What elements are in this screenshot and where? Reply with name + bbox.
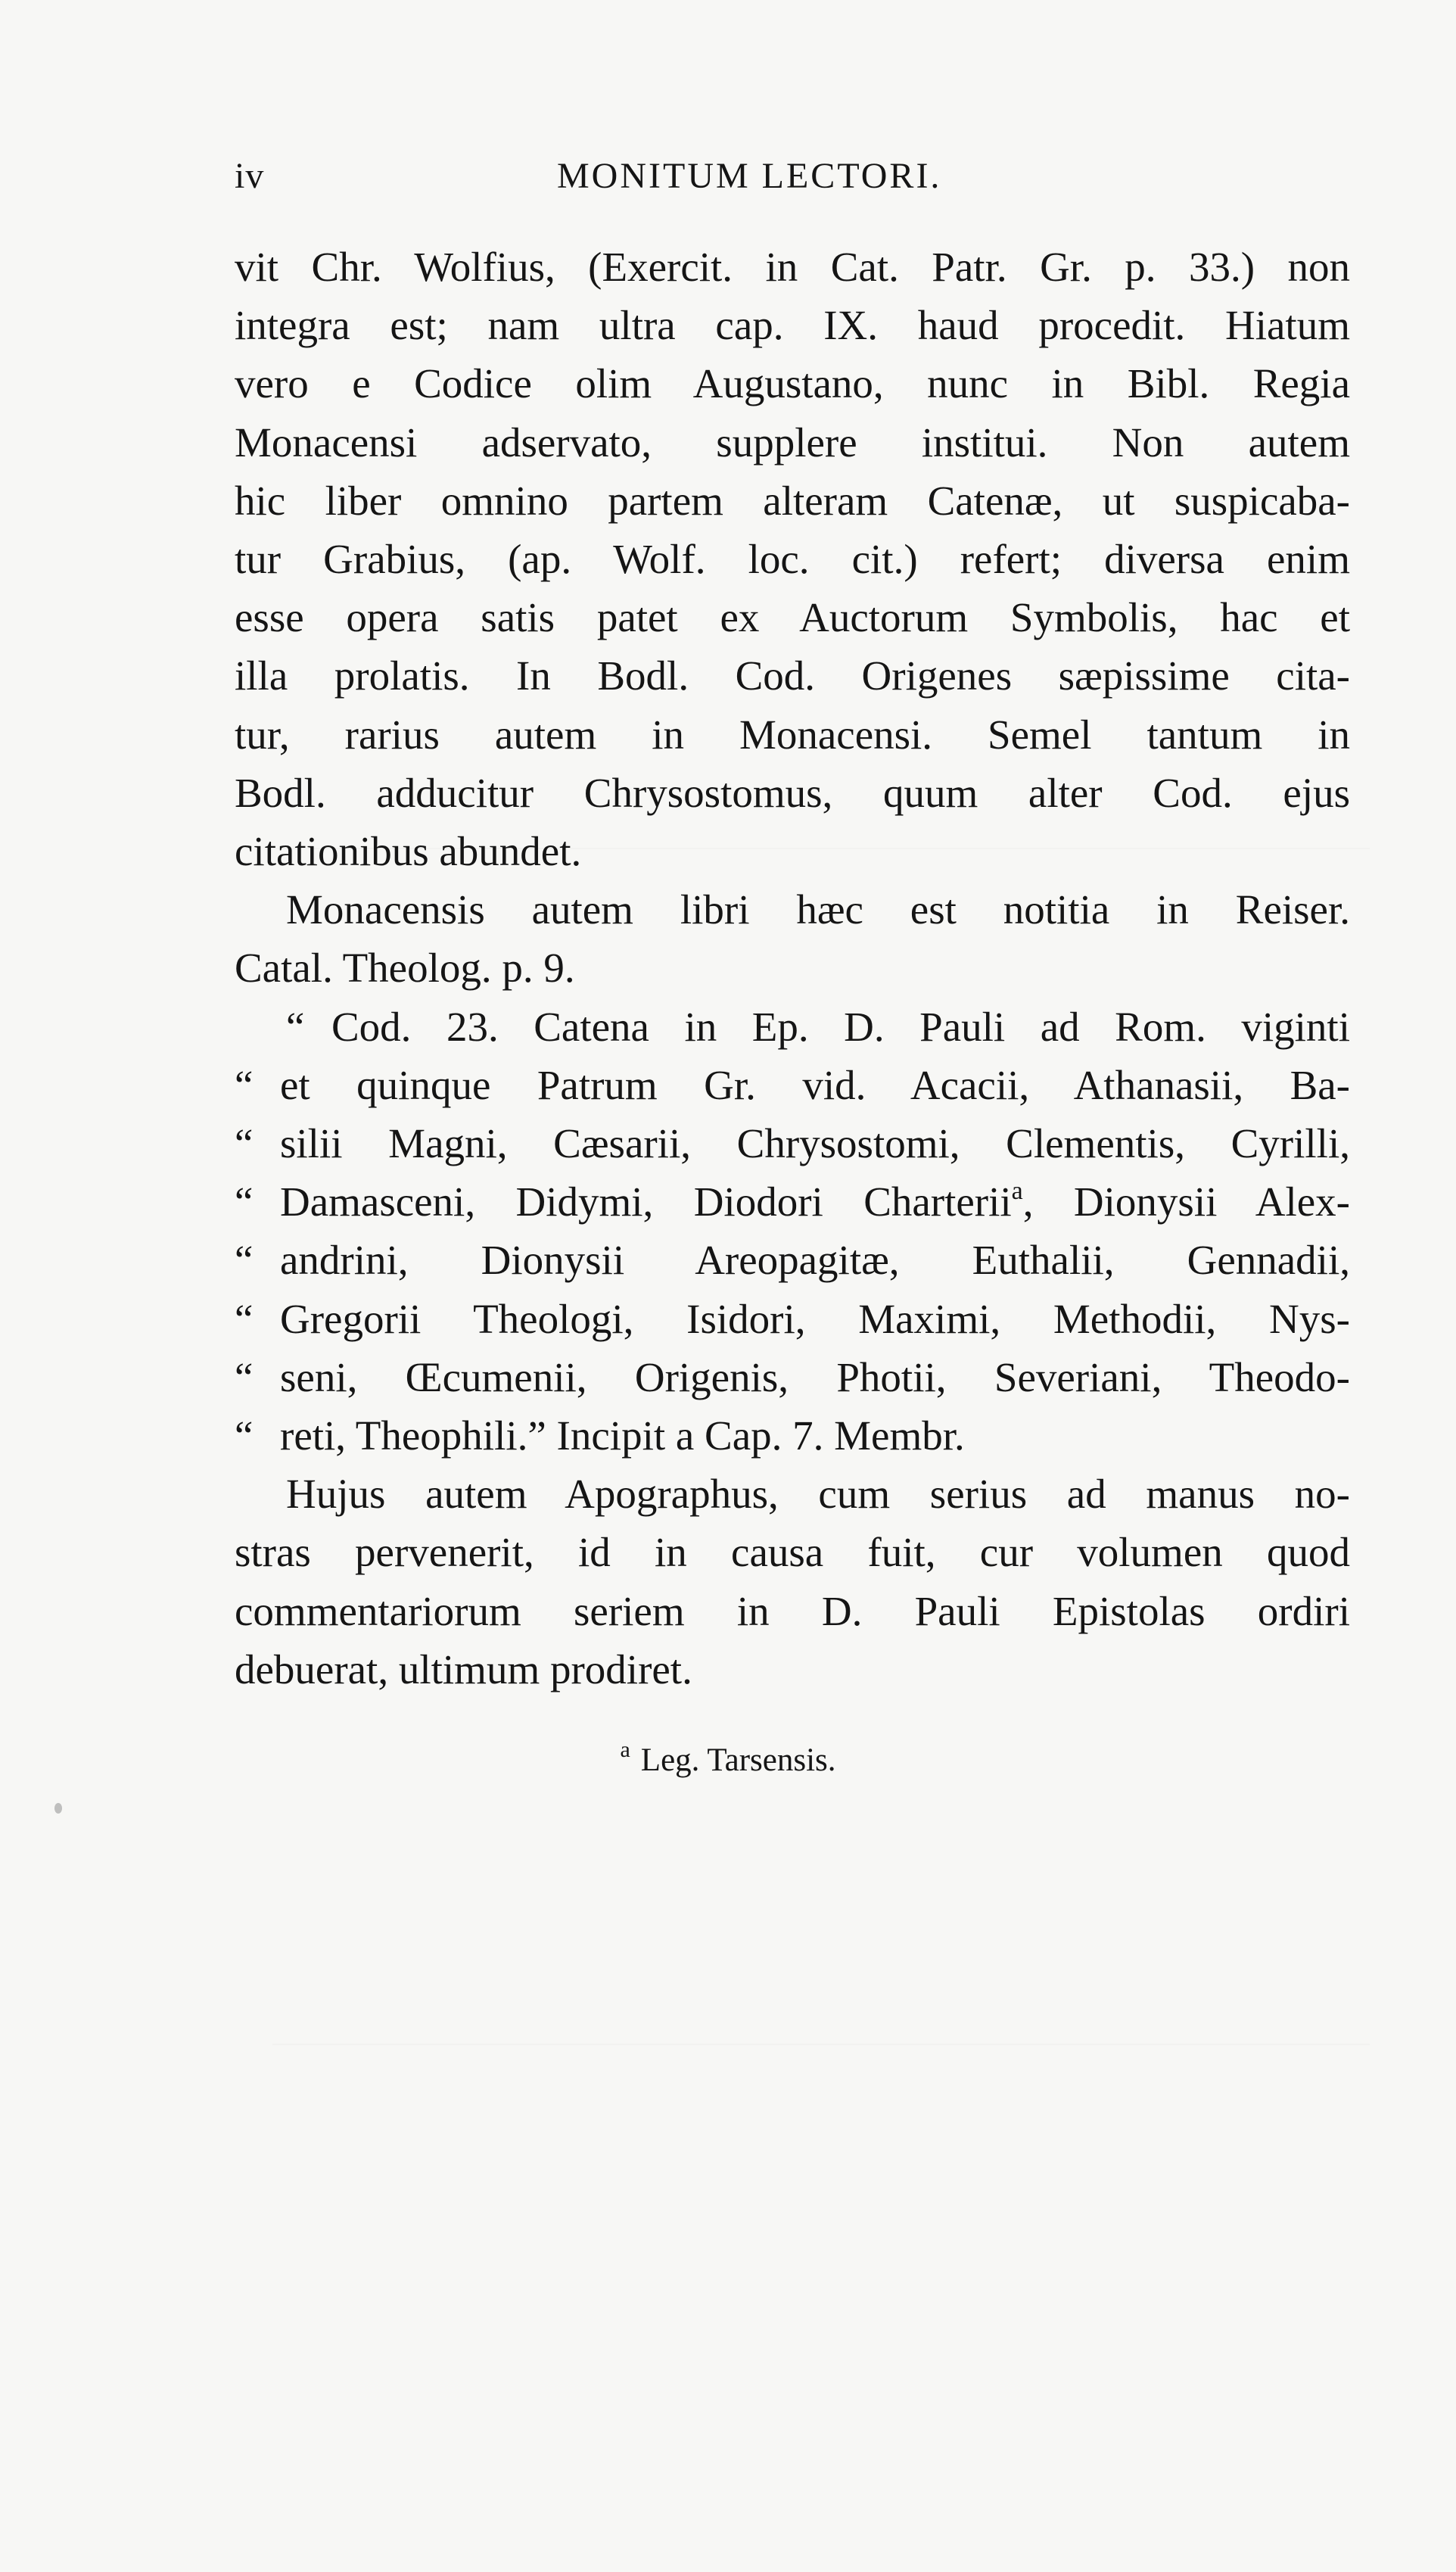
quoted-text: silii Magni, Cæsarii, Chrysostomi, Clementis, Cyrilli, xyxy=(280,1120,1350,1167)
text-line: vit Chr. Wolfius, (Exercit. in Cat. Patr. Gr. p. 33.) non xyxy=(235,244,1350,290)
running-title: MONITUM LECTORI. xyxy=(557,156,942,196)
footnote-text: Leg. Tarsensis. xyxy=(640,1742,836,1778)
quoted-line xyxy=(235,1114,1350,1172)
quoted-line xyxy=(235,1172,1350,1231)
quote-mark: “ xyxy=(235,1237,254,1284)
quote-mark: “ xyxy=(235,1295,254,1342)
text-line: debuerat, ultimum prodiret. xyxy=(235,1646,692,1692)
text-line: hic liber omnino partem alteram Catenæ, ut suspicaba- xyxy=(235,477,1350,524)
text-line: tur Grabius, (ap. Wolf. loc. cit.) refert; diversa enim xyxy=(235,536,1350,583)
quoted-text: Cod. 23. Catena in Ep. D. Pauli ad Rom. viginti xyxy=(331,1003,1350,1050)
quoted-text: Damasceni, Didymi, Diodori Charterii xyxy=(280,1179,1012,1225)
quoted-line xyxy=(235,1056,1350,1114)
quoted-line xyxy=(235,1231,1350,1289)
footnote-reference[interactable]: a xyxy=(1011,1177,1023,1206)
quoted-text: Gregorii Theologi, Isidori, Maximi, Methodii, Nys- xyxy=(280,1295,1350,1342)
text-line: Hujus autem Apographus, cum serius ad manus no- xyxy=(286,1471,1350,1518)
quoted-line xyxy=(235,1290,1350,1348)
footnote-marker: a xyxy=(620,1737,630,1762)
text-line: vero e Codice olim Augustano, nunc in Bibl. Regia xyxy=(235,360,1350,407)
text-line: integra est; nam ultra cap. IX. haud procedit. Hiatum xyxy=(235,302,1350,349)
text-line: citationibus abundet. xyxy=(235,828,582,875)
page-header xyxy=(0,150,1456,203)
quote-mark: “ xyxy=(235,1353,254,1400)
text-line: tur, rarius autem in Monacensi. Semel tantum in xyxy=(235,711,1350,758)
text-line: Bodl. adducitur Chrysostomus, quum alter Cod. ejus xyxy=(235,769,1350,816)
quoted-text: seni, Œcumenii, Origenis, Photii, Severiani, Theodo- xyxy=(280,1353,1350,1400)
bleed-through-shadow xyxy=(272,2044,1370,2045)
text-line: commentariorum seriem in D. Pauli Epistolas ordiri xyxy=(235,1587,1350,1634)
footnote xyxy=(0,1738,1456,1783)
text-line: esse opera satis patet ex Auctorum Symbolis, hac et xyxy=(235,594,1350,641)
quoted-text: et quinque Patrum Gr. vid. Acacii, Athanasii, Ba- xyxy=(280,1061,1350,1108)
quoted-line xyxy=(235,1348,1350,1406)
text-line: Monacensi adservato, supplere institui. Non autem xyxy=(235,419,1350,466)
quoted-text: reti, Theophili.” Incipit a Cap. 7. Membr. xyxy=(280,1412,965,1459)
text-line: Monacensis autem libri hæc est notitia in Reiser. xyxy=(286,886,1350,933)
page-number: iv xyxy=(235,156,265,196)
quote-mark: “ xyxy=(286,1003,305,1050)
quote-mark: “ xyxy=(235,1412,254,1459)
text-line: stras pervenerit, id in causa fuit, cur volumen quod xyxy=(235,1529,1350,1576)
quoted-line xyxy=(235,998,1350,1056)
quote-mark: “ xyxy=(235,1179,254,1225)
quoted-line xyxy=(235,1406,1350,1465)
text-line: Catal. Theolog. p. 9. xyxy=(235,945,575,992)
quote-mark: “ xyxy=(235,1061,254,1108)
quoted-text: , Dionysii Alex- xyxy=(1022,1179,1350,1225)
quote-mark: “ xyxy=(235,1120,254,1167)
paper-speck xyxy=(54,1803,62,1814)
text-line: illa prolatis. In Bodl. Cod. Origenes sæpissime cita- xyxy=(235,652,1350,699)
main-text xyxy=(235,238,1350,1699)
quoted-text: andrini, Dionysii Areopagitæ, Euthalii, Gennadii, xyxy=(280,1237,1350,1284)
